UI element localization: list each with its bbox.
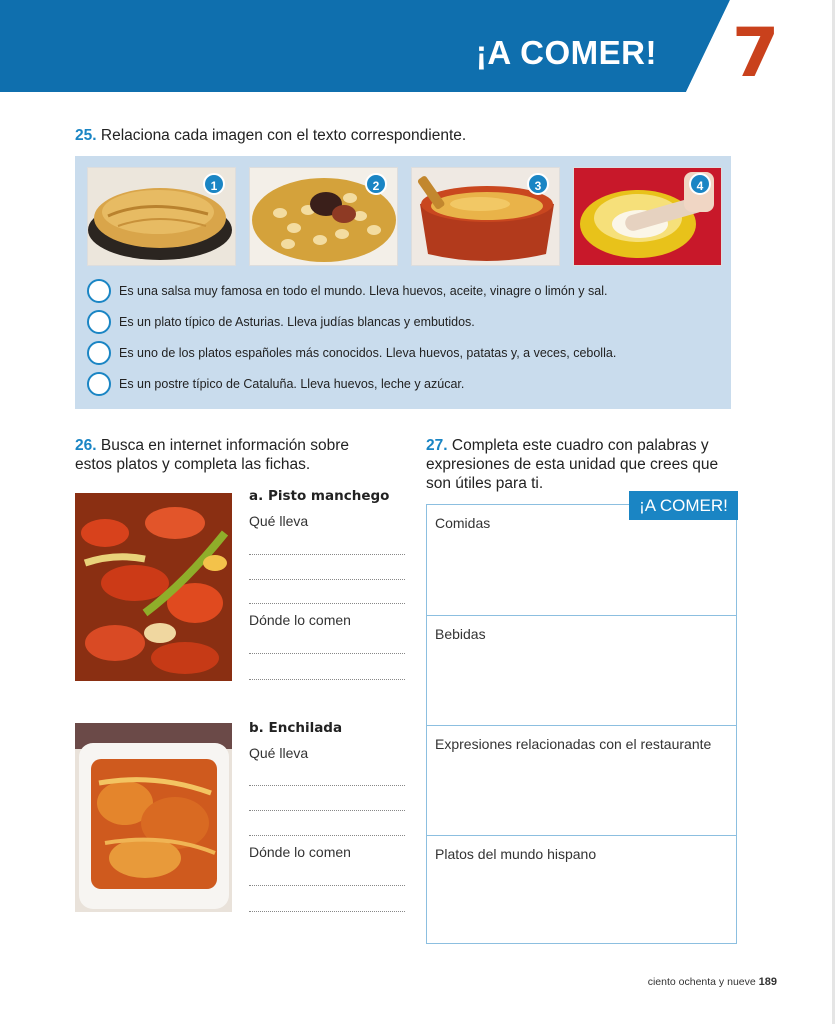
unit-number: 7 xyxy=(732,14,780,93)
answer-circle-1[interactable] xyxy=(87,279,111,303)
answer-line[interactable] xyxy=(249,885,405,886)
answer-line[interactable] xyxy=(249,785,405,786)
option-row xyxy=(87,309,475,335)
table-cell-comidas[interactable] xyxy=(427,505,736,615)
ex27-number: 27. xyxy=(426,437,448,454)
ex25-instruction: Relaciona cada imagen con el texto correspondiente. xyxy=(100,127,467,144)
photo-badge-4: 4 xyxy=(689,173,711,195)
ex25-number: 25. xyxy=(75,127,97,144)
answer-line[interactable] xyxy=(249,653,405,654)
vocabulary-table xyxy=(426,504,737,944)
ex26-heading xyxy=(75,436,349,474)
card-label-donde: Dónde lo comen xyxy=(249,612,351,628)
cell-label: Expresiones relacionadas con el restaurante xyxy=(435,736,712,752)
table-tag: ¡A COMER! xyxy=(629,491,738,520)
table-cell-platos[interactable] xyxy=(427,835,736,945)
answer-line[interactable] xyxy=(249,603,405,604)
answer-line[interactable] xyxy=(249,679,405,680)
table-cell-bebidas[interactable] xyxy=(427,615,736,725)
cell-label: Comidas xyxy=(435,515,491,531)
answer-line[interactable] xyxy=(249,810,405,811)
ex26-number: 26. xyxy=(75,437,97,454)
option-row xyxy=(87,371,464,397)
answer-line[interactable] xyxy=(249,835,405,836)
pisto-photo xyxy=(75,493,232,681)
answer-circle-4[interactable] xyxy=(87,372,111,396)
answer-circle-2[interactable] xyxy=(87,310,111,334)
photo-badge-1: 1 xyxy=(203,173,225,195)
table-cell-expresiones[interactable] xyxy=(427,725,736,835)
ex27-instruction-line2: expresiones de esta unidad que crees que xyxy=(426,456,719,473)
answer-circle-3[interactable] xyxy=(87,341,111,365)
cell-label: Bebidas xyxy=(435,626,486,642)
ex27-heading xyxy=(426,436,718,493)
footer-text: ciento ochenta y nueve xyxy=(647,976,756,988)
ex26-instruction-line1: Busca en internet información sobre xyxy=(100,437,350,454)
option-text: Es un plato típico de Asturias. Lleva judías blancas y embutidos. xyxy=(119,315,475,329)
photo-badge-2: 2 xyxy=(365,173,387,195)
cell-label: Platos del mundo hispano xyxy=(435,846,597,862)
option-text: Es una salsa muy famosa en todo el mundo. Lleva huevos, aceite, vinagre o limón y sal. xyxy=(119,284,608,298)
enchilada-photo xyxy=(75,723,232,912)
page-footer xyxy=(648,976,777,988)
option-text: Es uno de los platos españoles más conocidos. Lleva huevos, patatas y, a veces, cebolla. xyxy=(119,346,617,360)
option-row xyxy=(87,340,616,366)
option-row xyxy=(87,278,607,304)
option-text: Es un postre típico de Cataluña. Lleva huevos, leche y azúcar. xyxy=(119,377,465,391)
ex27-instruction-line3: son útiles para ti. xyxy=(426,475,544,492)
ex25-heading xyxy=(75,127,466,145)
page-number: 189 xyxy=(758,976,777,988)
ex27-instruction-line1: Completa este cuadro con palabras y xyxy=(451,437,709,454)
page-title: ¡A COMER! xyxy=(475,34,657,71)
card-title-enchilada: b. Enchilada xyxy=(249,720,343,736)
answer-line[interactable] xyxy=(249,579,405,580)
header-band xyxy=(0,0,835,92)
card-label-que-lleva: Qué lleva xyxy=(249,745,309,761)
card-label-que-lleva: Qué lleva xyxy=(249,513,309,529)
answer-line[interactable] xyxy=(249,554,405,555)
photo-badge-3: 3 xyxy=(527,173,549,195)
card-title-pisto: a. Pisto manchego xyxy=(249,488,390,504)
ex26-instruction-line2: estos platos y completa las fichas. xyxy=(75,456,311,473)
answer-line[interactable] xyxy=(249,911,405,912)
card-label-donde: Dónde lo comen xyxy=(249,844,351,860)
